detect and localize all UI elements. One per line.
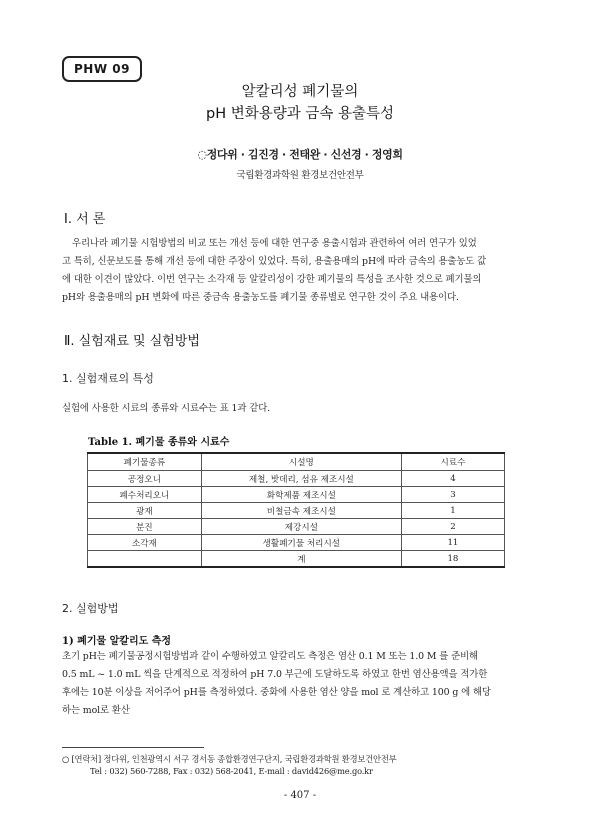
intro-paragraph [62,235,538,307]
table-cell: 화학제품 제조시설 [201,487,401,503]
table-cell [88,551,202,568]
page-number: - 407 - [283,790,317,801]
method-line: 하는 mol로 환산 [62,705,130,716]
materials-text: 실험에 사용한 시료의 종류와 시료수는 표 1과 같다. [62,403,271,414]
title-line-2: pH 변화용량과 금속 용출특성 [205,106,394,122]
table-header-cell: 폐기물종류 [88,453,202,471]
table-cell: 분진 [88,519,202,535]
table-cell: 1 [401,503,504,519]
table-cell: 공정오니 [88,471,202,487]
table-row [88,487,505,503]
table-cell: 11 [401,535,504,551]
table-header-cell: 시설명 [201,453,401,471]
table-cell: 18 [401,551,504,568]
table-row [88,503,505,519]
table-cell: 계 [201,551,401,568]
intro-line: 에 대한 이견이 많았다. 이번 연구는 소각재 등 알칼리성이 강한 폐기물의 특성을 조사한 것으로 폐기물의 [62,274,482,285]
affiliation: 국립환경과학원 환경보건안전부 [236,170,364,181]
intro-line: pH와 용출용매의 pH 변화에 따른 중금속 용출농도를 폐기물 종류별로 연구한 것이 주요 내용이다. [62,292,459,303]
method-heading-alkalinity: 1) 폐기물 알칼리도 측정 [62,636,172,647]
method-line: 0.5 mL ~ 1.0 mL 씩을 단계적으로 적정하여 pH 7.0 부근에 도달하도록 하였고 한번 염산용액을 적가한 [62,669,488,680]
table-cell: 제강시설 [201,519,401,535]
table-header-row [88,453,505,471]
footnote-divider [62,747,204,748]
table-cell: 광재 [88,503,202,519]
author-list: ◌정다위 · 김진경 · 전태완 · 신선경 · 정영희 [197,148,403,161]
paper-code-badge: PHW 09 [62,56,142,82]
table-header-cell: 시료수 [401,453,504,471]
table-cell: 4 [401,471,504,487]
waste-type-table [87,452,505,568]
table-cell: 비철금속 제조시설 [201,503,401,519]
table-cell: 제철, 밧데리, 섬유 제조시설 [201,471,401,487]
method-line: 초기 pH는 폐기물공정시험방법과 같이 수행하였고 알칼리도 측정은 염산 0.1 M 또는 1.0 M 를 준비해 [62,651,478,662]
footnote-contact-details: Tel : 032) 560-7288, Fax : 032) 568-2041, E-mail : david426@me.go.kr [90,766,373,776]
title-line-1: 알칼리성 폐기물의 [241,84,359,100]
table-cell: 3 [401,487,504,503]
table-cell: 소각재 [88,535,202,551]
table-row [88,471,505,487]
table-cell: 2 [401,519,504,535]
table-caption: Table 1. 폐기물 종류와 시료수 [88,437,230,448]
subsection-heading-materials: 1. 실험재료의 특성 [62,372,154,385]
method-paragraph [62,648,538,720]
footnote-contact: ○ [연락처] 정다위, 인천광역시 서구 경서동 종합환경연구단지, 국립환경과학원 환경보건안전부 [62,754,397,764]
intro-line: 우리나라 폐기물 시험방법의 비교 또는 개선 등에 대한 연구중 용출시험과 관련하여 여러 연구가 있었 [72,238,477,249]
intro-line: 고 특히, 신문보도를 통해 개선 등에 대한 주장이 있었다. 특히, 용출용매의 pH에 따라 금속의 용출농도 값 [62,256,487,267]
section-heading-introduction: Ⅰ. 서 론 [64,212,106,227]
section-heading-methods: Ⅱ. 실험재료 및 실험방법 [64,334,200,349]
table-total-row [88,551,505,568]
table-row [88,535,505,551]
table-row [88,519,505,535]
table-cell: 생활폐기물 처리시설 [201,535,401,551]
subsection-heading-methods: 2. 실험방법 [62,602,119,615]
method-line: 후에는 10분 이상을 저어주어 pH를 측정하였다. 중화에 사용한 염산 양을 mol 로 계산하고 100 g 에 해당 [62,687,491,698]
table-cell: 폐수처리오니 [88,487,202,503]
